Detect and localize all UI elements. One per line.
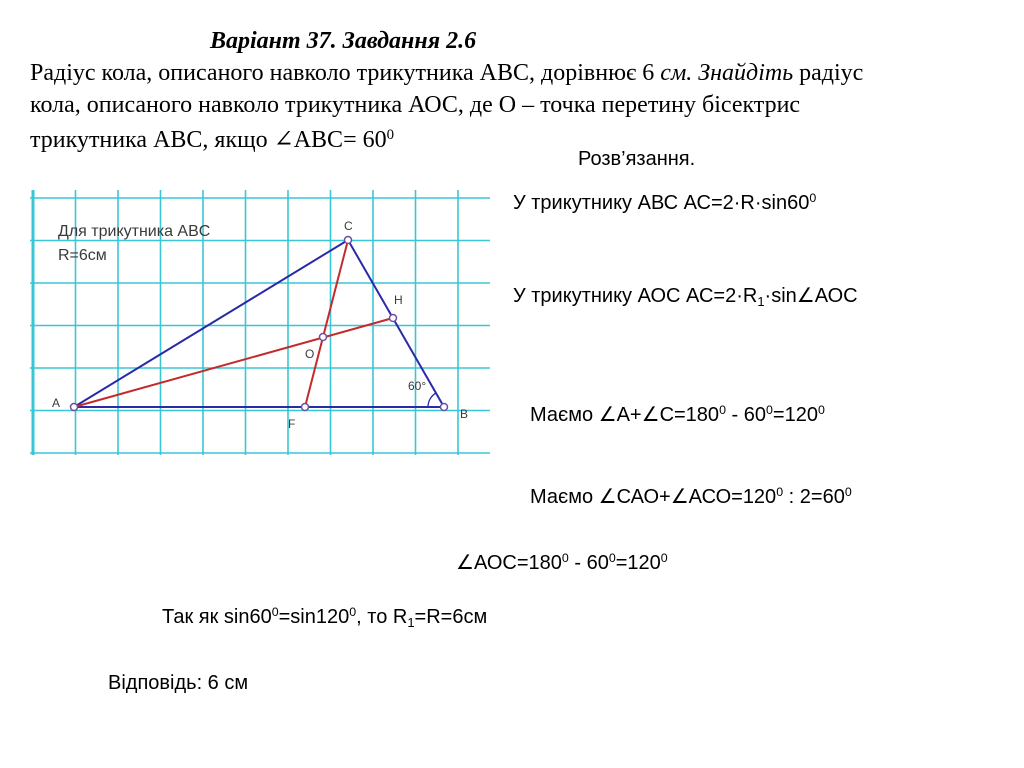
solution-line-4: Маємо $\angle САО+\angle АСО=120^0$ : $2=60^0$ <box>530 485 852 508</box>
label-h: H <box>394 293 403 307</box>
side-bc <box>348 240 444 407</box>
solution-line-5: $\angle АОС=180^0 - 60^0=120^0$ <box>456 551 668 574</box>
label-a: A <box>52 396 61 410</box>
label-c: C <box>344 219 353 233</box>
bisector-ah <box>74 318 393 407</box>
problem-line-1: Радіус кола, описаного навколо трикутника АВС, дорівнює 6 см. Знайдіть радіус <box>30 60 864 86</box>
triangle-figure <box>30 190 490 455</box>
figure-caption-2: R=6см <box>58 247 107 264</box>
point-h <box>390 315 397 322</box>
point-c <box>345 237 352 244</box>
problem-line-2: кола, описаного навколо трикутника АОС, де О – точка перетину бісектрис <box>30 92 801 118</box>
point-a <box>71 404 78 411</box>
angle-symbol: ∠ <box>273 127 294 153</box>
figure-caption-1: Для трикутника ABC <box>58 223 211 240</box>
problem-line-3: трикутника АВС, якщо ∠АВС= $60^0$ <box>30 126 395 153</box>
side-ca <box>74 240 348 407</box>
bisector-cf <box>305 240 348 407</box>
solution-line-6: Так як $\sin 60^0=\sin 120^0$, то $R_1=R=6см$ <box>162 605 488 630</box>
solution-line-1: У трикутнику АВС $АС=2\cdot R\cdot\sin 60^0$ <box>513 191 817 214</box>
angle-b-arc <box>428 393 436 407</box>
solution-line-2: У трикутнику АОС $АС=2\cdot R_1\cdot\sin\angle АОС$ <box>513 285 858 309</box>
label-f: F <box>288 417 296 431</box>
label-o: O <box>305 347 315 361</box>
point-b <box>441 404 448 411</box>
point-f <box>302 404 309 411</box>
task-title: Варіант 37. Завдання 2.6 <box>210 28 477 54</box>
label-b: B <box>460 407 469 421</box>
answer: Відповідь: 6 см <box>108 672 249 694</box>
solution-heading: Розв’язання. <box>578 148 696 170</box>
solution-line-3: Маємо $\angle А+\angle С=180^0 - 60^0=120^0$ <box>530 403 825 426</box>
point-o <box>320 334 327 341</box>
angle-label: 60° <box>408 379 427 393</box>
vertex-points <box>71 237 448 411</box>
